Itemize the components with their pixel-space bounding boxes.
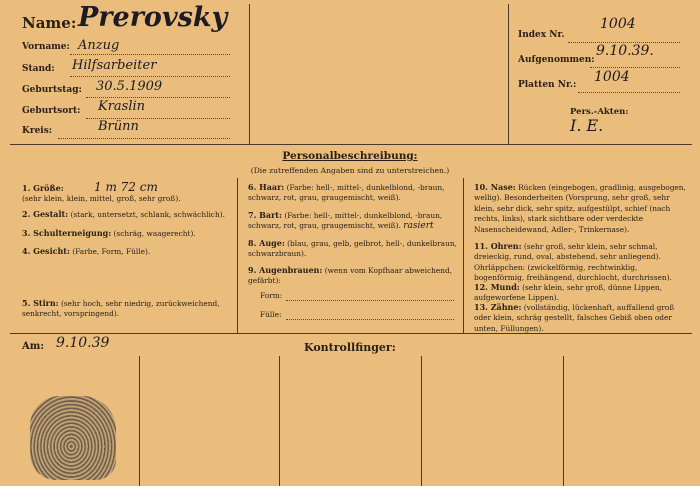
fuelle-label: Fülle:	[260, 310, 282, 319]
bart-item	[248, 210, 458, 232]
am-label: Am:	[22, 341, 45, 352]
kreis-value: Brünn	[98, 119, 139, 134]
header-divider	[10, 144, 692, 145]
vorname-line	[70, 54, 230, 55]
zaehne-key: 13. Zähne:	[474, 302, 522, 312]
gesicht-key: 4. Gesicht:	[22, 246, 70, 256]
geburtstag-value: 30.5.1909	[96, 79, 163, 94]
ohren-item	[474, 241, 686, 284]
aufgenommen-value: 9.10.39.	[596, 43, 654, 59]
finger-box-divider-2	[279, 356, 280, 486]
auge-key: 8. Auge:	[248, 238, 285, 248]
finger-box-divider-1	[139, 356, 140, 486]
bart-text: (Farbe: hell-, mittel-, dunkelblond, -braun, schwarz, rot, grau, graugemischt, weiß).	[248, 211, 443, 231]
platten-label: Platten Nr.:	[518, 80, 577, 90]
ohren-key: 11. Ohren:	[474, 241, 522, 251]
pers-akten-label: Pers.-Akten:	[570, 107, 629, 117]
personal-title: Personalbeschreibung:	[282, 150, 418, 162]
geburtsort-label: Geburtsort:	[22, 106, 81, 116]
header-right-divider	[508, 4, 509, 144]
zaehne-item	[474, 302, 686, 334]
pers-akten-value: I. E.	[570, 116, 604, 135]
bart-note: rasiert	[403, 221, 434, 232]
platten-line	[578, 92, 680, 93]
augenbrauen-text: (wenn vom Kopfhaar abweichend, gefärbt):	[248, 266, 453, 286]
auge-text: (blau, grau, gelb, gelbrot, hell-, dunkelbraun, schwarzbraun).	[248, 239, 457, 259]
haar-key: 6. Haar:	[248, 182, 285, 192]
stand-line	[70, 76, 230, 77]
stand-label: Stand:	[22, 64, 55, 74]
index-label: Index Nr.	[518, 30, 565, 40]
groesse-item	[22, 182, 230, 205]
name-value: Prerovsky	[78, 2, 228, 33]
haar-text: (Farbe: hell-, mittel-, dunkelblond, -braun, schwarz, rot, grau, graugemischt, weiß).	[248, 183, 445, 203]
stirn-text: (sehr hoch, sehr niedrig, zurückweichend, senkrecht, vorspringend).	[22, 299, 220, 319]
vorname-label: Vorname:	[22, 42, 70, 52]
nase-text: Rücken (eingebogen, gradlinig, ausgebogen, wellig). Besonderheiten (Vorsprung, sehr groß, sehr klein, sehr dick, sehr spitz, aufgestülpt, schief (nach rechts, links), stark sichtbare oder verdeckte Nasenscheidewand, Adler-, Trinkernase).	[474, 183, 686, 234]
haar-item	[248, 182, 458, 204]
geburtsort-value: Kraslin	[98, 99, 146, 114]
nase-item	[474, 182, 686, 235]
index-value: 1004	[600, 16, 636, 32]
personal-subtitle: (Die zutreffenden Angaben sind zu unterstreichen.)	[250, 166, 450, 175]
finger-box-divider-3	[421, 356, 422, 486]
kreis-line	[58, 138, 230, 139]
thumbprint-image	[30, 396, 116, 480]
form-label: Form:	[260, 291, 283, 300]
name-label: Name:	[22, 14, 77, 32]
stand-value: Hilfsarbeiter	[72, 58, 157, 73]
groesse-value: 1 m 72 cm	[94, 180, 158, 194]
ohren-text: (sehr groß, sehr klein, sehr schmal, dreieckig, rund, oval, abstehend, sehr anliegend). Ohrläppchen: (zwickelförmig, rechtwinklig, bogenförmig, freihängend, durchlocht, durchrissen).	[474, 242, 672, 283]
stirn-key: 5. Stirn:	[22, 298, 59, 308]
nase-key: 10. Nase:	[474, 182, 516, 192]
mund-item	[474, 282, 686, 304]
desc-col-divider-2	[463, 178, 464, 333]
augenbrauen-key: 9. Augenbrauen:	[248, 265, 323, 275]
zaehne-text: (vollständig, lückenhaft, auffallend groß oder klein, schräg gestellt, falsches Gebiß oben oder unten, Füllungen).	[474, 303, 675, 333]
header-left-divider	[249, 4, 250, 144]
vorname-value: Anzug	[78, 38, 120, 53]
gestalt-text: (stark, untersetzt, schlank, schwächlich).	[70, 210, 225, 219]
auge-item	[248, 238, 458, 260]
groesse-key: 1. Größe:	[22, 183, 64, 193]
platten-value: 1004	[594, 69, 630, 85]
bart-key: 7. Bart:	[248, 210, 282, 220]
stirn-item	[22, 298, 234, 320]
geburtstag-label: Geburtstag:	[22, 85, 82, 95]
mund-text: (sehr klein, sehr groß, dünne Lippen, aufgeworfene Lippen).	[474, 283, 662, 303]
kontrollfinger-label: Kontrollfinger:	[304, 341, 396, 354]
schulter-key: 3. Schulterneigung:	[22, 228, 112, 238]
finger-box-divider-4	[563, 356, 564, 486]
schulter-item	[22, 228, 230, 239]
gestalt-key: 2. Gestalt:	[22, 209, 69, 219]
aufgenommen-label: Aufgenommen:	[518, 55, 595, 65]
form-line	[286, 300, 454, 301]
gesicht-item	[22, 246, 230, 257]
groesse-text: (sehr klein, klein, mittel, groß, sehr groß).	[22, 194, 181, 204]
gesicht-text: (Farbe, Form, Fülle).	[72, 247, 151, 256]
kreis-label: Kreis:	[22, 126, 53, 136]
am-value: 9.10.39	[56, 335, 110, 351]
fuelle-line	[286, 319, 454, 320]
augenbrauen-item	[248, 265, 458, 287]
aufgenommen-line	[590, 67, 680, 68]
gestalt-item	[22, 209, 230, 220]
geburtstag-line	[86, 97, 230, 98]
mund-key: 12. Mund:	[474, 282, 520, 292]
desc-col-divider-1	[237, 178, 238, 333]
schulter-text: (schräg, waagerecht).	[113, 229, 196, 238]
